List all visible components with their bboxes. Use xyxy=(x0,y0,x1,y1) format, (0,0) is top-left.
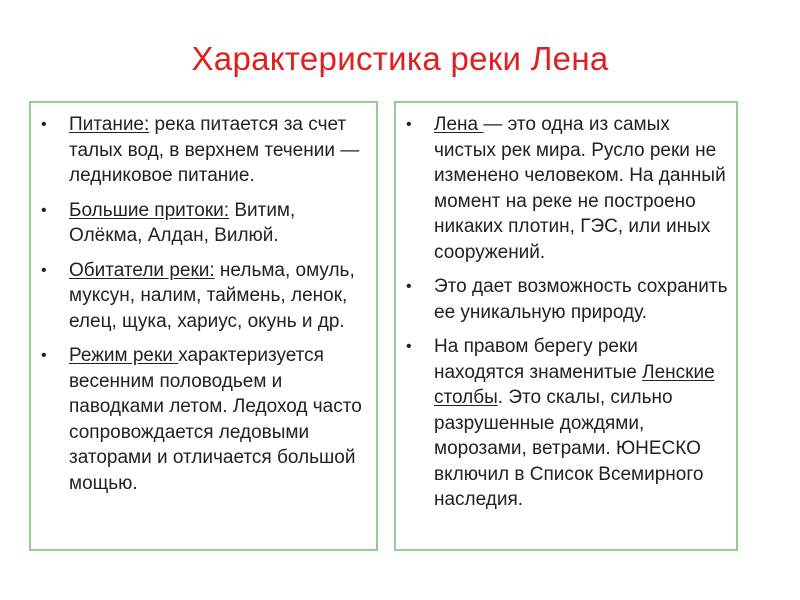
lena-link[interactable]: Лена xyxy=(434,114,484,135)
list-item-lena-pillars xyxy=(406,334,730,513)
text-regime: характеризуется весенним половодьем и паводками летом. Ледоход часто сопровождается ледовыми заторами и отличается большой мощью. xyxy=(69,345,362,494)
pillars-text-after: . Это скалы, сильно разрушенные дождями, морозами, ветрами. ЮНЕСКО включил в Список Всемирного наследия. xyxy=(434,387,704,510)
lena-clean-text: — это одна из самых чистых рек мира. Русло реки не изменено человеком. На данный момент на реке не построено никаких плотин, ГЭС, или иных сооружений. xyxy=(434,114,726,263)
preserve-nature-text: Это дает возможность сохранить ее уникальную природу. xyxy=(434,276,728,323)
term-inhabitants: Обитатели реки: xyxy=(69,259,215,281)
right-bullet-list xyxy=(406,112,730,513)
bullet-icon: • xyxy=(41,347,47,364)
slide-title: Характеристика реки Лена xyxy=(191,40,609,77)
lena-pillars-link[interactable]: Ленские столбы xyxy=(434,361,715,408)
bullet-icon: • xyxy=(41,116,47,133)
list-item-preserve-nature xyxy=(406,274,730,325)
right-panel xyxy=(394,101,738,551)
bullet-icon: • xyxy=(41,201,47,219)
list-item-nutrition xyxy=(41,112,370,189)
list-item-regime xyxy=(41,343,370,496)
term-tributaries: Большие притоки: xyxy=(69,199,230,221)
bullet-icon: • xyxy=(406,116,412,133)
bullet-icon: • xyxy=(406,278,412,295)
list-item-inhabitants xyxy=(41,258,370,335)
text-tributaries: Витим, Олёкма, Алдан, Вилюй. xyxy=(69,199,296,246)
bullet-icon: • xyxy=(41,261,47,279)
text-nutrition: река питается за счет талых вод, в верхнем течении — ледниковое питание. xyxy=(69,114,360,186)
pillars-text-before: На правом берегу реки находятся знаменитые xyxy=(434,336,643,383)
term-nutrition: Питание: xyxy=(69,114,150,135)
bullet-icon: • xyxy=(406,338,412,355)
list-item-lena-clean xyxy=(406,112,730,265)
term-regime: Режим реки xyxy=(69,345,179,366)
list-item-tributaries xyxy=(41,198,370,249)
left-bullet-list xyxy=(41,112,370,496)
left-panel xyxy=(29,101,378,551)
text-inhabitants: нельма, омуль, муксун, налим, таймень, ленок, елец, щука, хариус, окунь и др. xyxy=(69,259,355,332)
